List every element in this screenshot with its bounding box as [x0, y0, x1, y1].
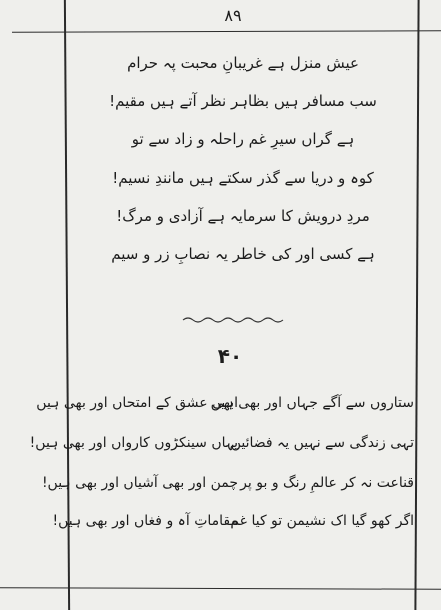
page-number: ۸۹ [224, 6, 242, 25]
couplet [52, 510, 414, 532]
couplet-second-line: مقاماتِ آہ و فغاں اور بھی ہیں! [52, 513, 238, 529]
couplet [36, 392, 414, 414]
bottom-rule-line [0, 587, 441, 590]
couplet-second-line: چمن اور بھی آشیاں اور بھی ہیں! [41, 475, 238, 491]
couplet [41, 472, 414, 494]
verse-line: سب مسافر ہیں بظاہر نظر آتے ہیں مقیم! [109, 92, 377, 110]
couplet-first-line: قناعت نہ کر عالمِ رنگ و بو پر [240, 475, 414, 491]
couplet-second-line: ابھی عشق کے امتحاں اور بھی ہیں [36, 395, 238, 411]
verse-line: مردِ درویش کا سرمایہ ہے آزادی و مرگ! [116, 207, 370, 225]
couplet-first-line: ستاروں سے آگے جہاں اور بھی ہیں [210, 395, 414, 411]
couplet [29, 432, 414, 454]
couplet-second-line: یہاں سینکڑوں کارواں اور بھی ہیں! [29, 435, 238, 451]
verse-line: عیش منزل ہے غریبانِ محبت پہ حرام [127, 54, 359, 72]
section-divider [183, 314, 283, 324]
right-margin-line [414, 0, 419, 610]
verse-line: ہے کسی اور کی خاطر یہ نصابِ زر و سیم [111, 245, 375, 263]
couplet-first-line: اگر کھو گیا اک نشیمن تو کیا غم [230, 513, 414, 529]
top-rule-line [12, 30, 441, 33]
poem-number: ۴۰ [217, 344, 243, 368]
verse-line: ہے گراں سیرِ غم راحلہ و زاد سے تو [131, 130, 355, 148]
couplet-first-line: تہی زندگی سے نہیں یہ فضائیں [230, 435, 414, 451]
verse-line: کوہ و دریا سے گذر سکتے ہیں مانندِ نسیم! [112, 169, 374, 187]
